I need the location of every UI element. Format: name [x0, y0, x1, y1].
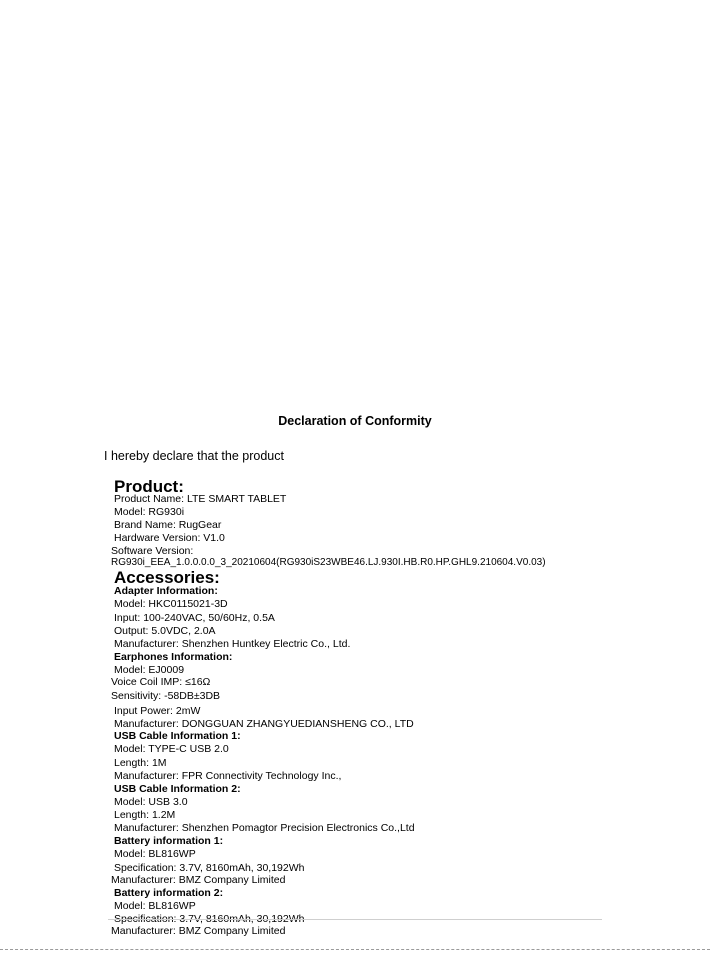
accessories-heading: Accessories:	[114, 568, 220, 587]
battery2-specification: Specification: 3.7V, 8160mAh, 30,192Wh	[114, 913, 305, 925]
hardware-version: Hardware Version: V1.0	[114, 532, 225, 544]
voice-coil-imp: Voice Coil IMP: ≤16Ω	[111, 676, 211, 688]
usb2-model: Model: USB 3.0	[114, 796, 188, 808]
battery1-heading: Battery information 1:	[114, 835, 224, 847]
battery2-heading: Battery information 2:	[114, 887, 224, 899]
product-heading: Product:	[114, 477, 184, 496]
product-name: Product Name: LTE SMART TABLET	[114, 493, 287, 505]
earphones-model: Model: EJ0009	[114, 664, 185, 676]
software-version-value: RG930i_EEA_1.0.0.0.0_3_20210604(RG930iS23WBE46.LJ.930I.HB.R0.HP.GHL9.210604.V0.03)	[111, 557, 546, 568]
section-rule	[108, 919, 602, 920]
usb1-model: Model: TYPE-C USB 2.0	[114, 743, 229, 755]
earphones-heading: Earphones Information:	[114, 651, 233, 663]
adapter-manufacturer: Manufacturer: Shenzhen Huntkey Electric Co., Ltd.	[114, 638, 351, 650]
page-bottom-dashed-line	[0, 949, 710, 950]
software-version-label: Software Version:	[111, 545, 194, 557]
sensitivity: Sensitivity: -58DB±3DB	[111, 690, 221, 702]
usb1-length: Length: 1M	[114, 757, 167, 769]
usb2-manufacturer: Manufacturer: Shenzhen Pomagtor Precision Electronics Co.,Ltd	[114, 822, 415, 834]
adapter-input: Input: 100-240VAC, 50/60Hz, 0.5A	[114, 612, 275, 624]
earphones-manufacturer: Manufacturer: DONGGUAN ZHANGYUEDIANSHENG CO., LTD	[114, 718, 414, 730]
battery1-specification: Specification: 3.7V, 8160mAh, 30,192Wh	[114, 862, 305, 874]
adapter-model: Model: HKC0115021-3D	[114, 598, 228, 610]
intro-text: I hereby declare that the product	[104, 449, 284, 463]
usb2-heading: USB Cable Information 2:	[114, 783, 241, 795]
usb1-manufacturer: Manufacturer: FPR Connectivity Technology Inc.,	[114, 770, 342, 782]
input-power: Input Power: 2mW	[114, 705, 201, 717]
product-model: Model: RG930i	[114, 506, 185, 518]
brand-name: Brand Name: RugGear	[114, 519, 222, 531]
battery1-model: Model: BL816WP	[114, 848, 196, 860]
document-title: Declaration of Conformity	[278, 414, 432, 428]
battery2-model: Model: BL816WP	[114, 900, 196, 912]
usb2-length: Length: 1.2M	[114, 809, 176, 821]
usb1-heading: USB Cable Information 1:	[114, 730, 241, 742]
adapter-heading: Adapter Information:	[114, 585, 218, 597]
battery2-manufacturer: Manufacturer: BMZ Company Limited	[111, 925, 286, 937]
battery1-manufacturer: Manufacturer: BMZ Company Limited	[111, 874, 286, 886]
adapter-output: Output: 5.0VDC, 2.0A	[114, 625, 216, 637]
